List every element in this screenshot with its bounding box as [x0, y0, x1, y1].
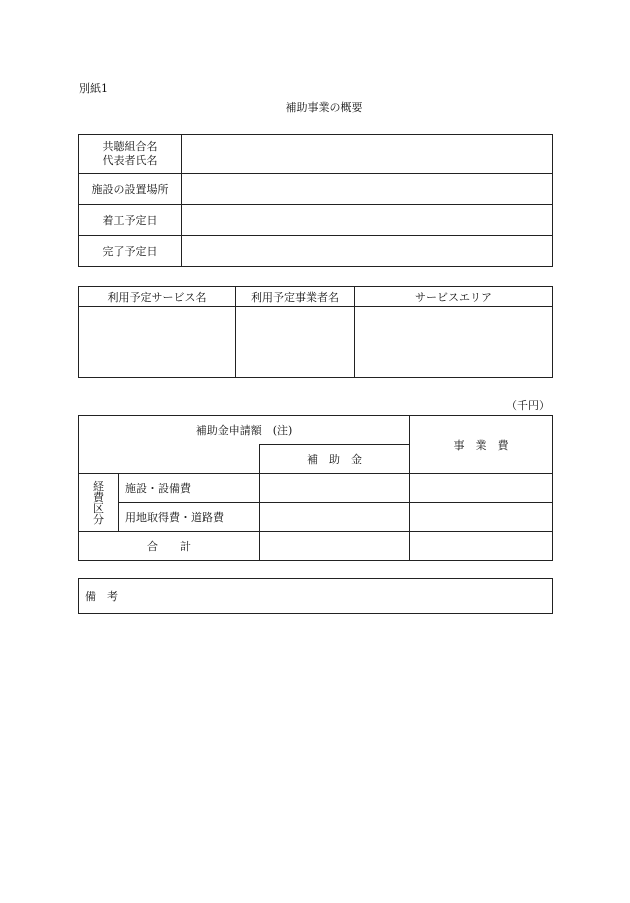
table-header-row — [79, 416, 553, 445]
expense-category-char: 経 — [93, 479, 104, 493]
facility-subsidy-cell — [260, 474, 410, 503]
service-area-header: サービスエリア — [355, 287, 553, 307]
expense-category-char: 費 — [93, 490, 104, 504]
header-spacer — [79, 445, 260, 474]
land-road-project-cost-cell — [410, 503, 553, 532]
expense-category-char: 分 — [93, 512, 104, 526]
table-row — [79, 307, 553, 378]
table-row — [79, 205, 553, 236]
remarks-table — [78, 578, 553, 614]
remarks-cell — [79, 579, 553, 614]
table-header-row — [79, 287, 553, 307]
total-project-cost-cell — [410, 532, 553, 561]
service-area-cell — [355, 307, 553, 378]
start-date-value — [182, 205, 553, 236]
association-value-cell — [182, 135, 553, 174]
land-road-subsidy-cell — [260, 503, 410, 532]
subsidy-header: 補 助 金 — [260, 445, 410, 474]
table-row — [79, 135, 553, 174]
subsidy-application-header: 補助金申請額 (注) — [79, 416, 410, 445]
installation-location-value — [182, 174, 553, 205]
association-name-label: 共聴組合名 — [102, 140, 158, 153]
facility-equipment-label: 施設・設備費 — [119, 474, 260, 503]
completion-date-label: 完了予定日 — [79, 236, 182, 267]
overview-table — [78, 134, 553, 267]
table-row — [79, 174, 553, 205]
unit-note: （千円） — [506, 399, 550, 412]
completion-date-value — [182, 236, 553, 267]
service-table — [78, 286, 553, 378]
project-cost-header: 事 業 費 — [410, 416, 553, 474]
subsidy-table — [78, 415, 553, 561]
table-row — [79, 532, 553, 561]
service-name-cell — [79, 307, 236, 378]
table-row — [79, 579, 553, 614]
land-road-label: 用地取得費・道路費 — [119, 503, 260, 532]
expense-category-label — [79, 474, 119, 532]
attachment-label: 別紙1 — [79, 82, 108, 95]
remarks-label: 備 考 — [85, 590, 118, 603]
association-label-cell — [79, 135, 182, 174]
document-title: 補助事業の概要 — [285, 101, 363, 114]
representative-name-label: 代表者氏名 — [102, 154, 158, 167]
facility-project-cost-cell — [410, 474, 553, 503]
table-row — [79, 236, 553, 267]
table-row — [79, 474, 553, 503]
expense-category-char: 区 — [93, 501, 104, 515]
start-date-label: 着工予定日 — [79, 205, 182, 236]
table-row — [79, 503, 553, 532]
total-label: 合 計 — [79, 532, 260, 561]
provider-name-header: 利用予定事業者名 — [236, 287, 355, 307]
installation-location-label: 施設の設置場所 — [79, 174, 182, 205]
total-subsidy-cell — [260, 532, 410, 561]
service-name-header: 利用予定サービス名 — [79, 287, 236, 307]
provider-name-cell — [236, 307, 355, 378]
